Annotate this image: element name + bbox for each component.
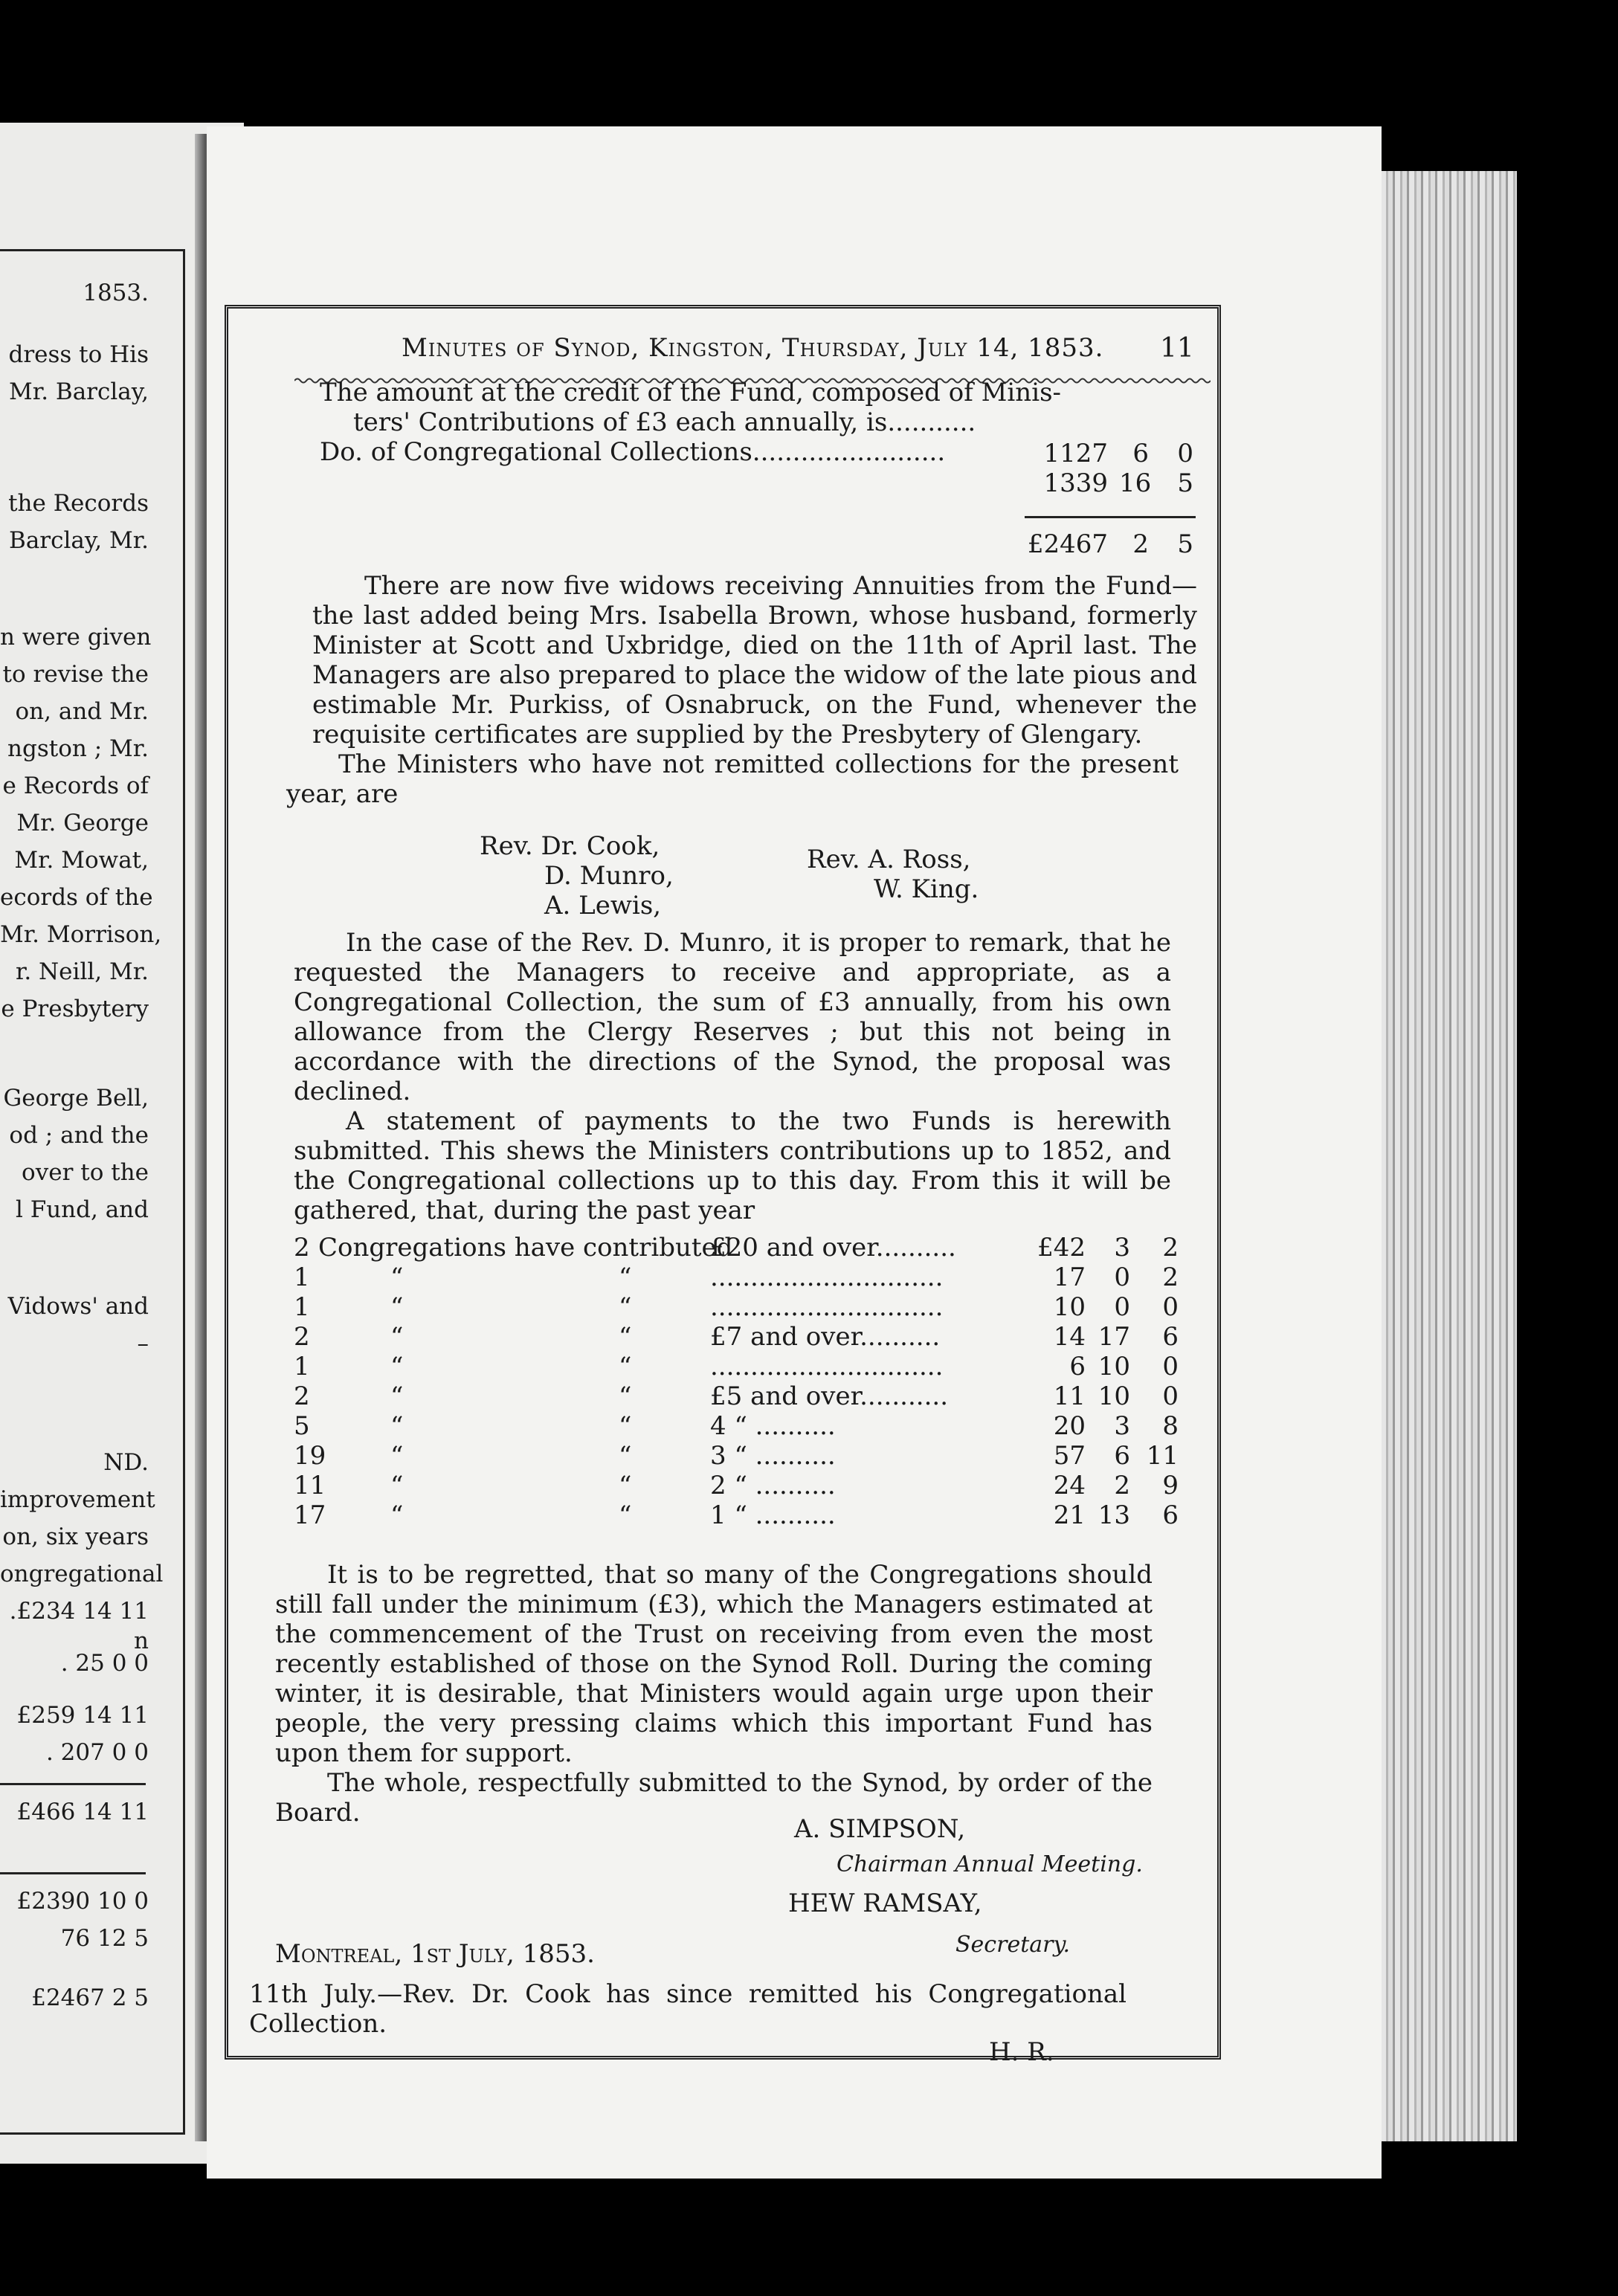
cong-ditto-2: “	[619, 1352, 632, 1381]
cong-amt-shillings: 6	[1114, 1441, 1130, 1471]
left-page-line: e Records of	[2, 773, 149, 799]
cong-count: 2	[294, 1381, 310, 1411]
left-page-line: £2390 10 0	[16, 1888, 149, 1915]
left-page-line: 1853.	[83, 280, 149, 306]
fund-amt1-pence: 0	[1177, 439, 1193, 468]
left-page-line: George Bell,	[3, 1085, 149, 1112]
cong-rate: £7 and over..........	[710, 1322, 941, 1352]
cong-amt-shillings: 3	[1114, 1411, 1130, 1441]
cong-rate: £5 and over...........	[710, 1381, 949, 1411]
fund-amt1-shillings: 6	[1132, 439, 1149, 468]
cong-count: 17	[294, 1500, 326, 1530]
postscript-initials: H. R.	[989, 2037, 1054, 2067]
cong-amt-shillings: 10	[1098, 1352, 1130, 1381]
cong-ditto-1: “	[390, 1411, 404, 1441]
cong-ditto-1: “	[390, 1322, 404, 1352]
left-page-sum-rule	[0, 1872, 146, 1874]
munro-paragraph	[294, 928, 1171, 1106]
left-page-line: Vidows' and	[7, 1293, 149, 1320]
minister-left-1: Rev. Dr. Cook,	[480, 831, 660, 861]
postscript-text: 11th July.—Rev. Dr. Cook has since remitted his Congregational Collection.	[249, 1979, 1127, 2039]
cong-ditto-2: “	[619, 1292, 632, 1322]
signature-ramsay: HEW RAMSAY,	[788, 1889, 982, 1918]
left-page-line: ongregational	[0, 1561, 164, 1587]
fund-amt2-shillings: 16	[1119, 468, 1152, 498]
submission-paragraph	[275, 1768, 1153, 1828]
left-page-line: .£234 14 11	[9, 1598, 149, 1625]
cong-amt-shillings: 0	[1114, 1292, 1130, 1322]
ministers-paragraph	[286, 749, 1179, 809]
cong-ditto-2: “	[619, 1441, 632, 1471]
minister-right-1: Rev. A. Ross,	[807, 845, 971, 874]
cong-amt-pounds: 10	[1053, 1292, 1086, 1322]
statement-paragraph	[294, 1106, 1171, 1225]
cong-amt-pence: 9	[1162, 1471, 1179, 1500]
cong-count: 5	[294, 1411, 310, 1441]
cong-ditto-2: “	[619, 1411, 632, 1441]
cong-amt-pounds: 24	[1053, 1471, 1086, 1500]
left-page-line: on, six years	[2, 1523, 149, 1550]
left-page-line: the Records	[8, 490, 149, 517]
submission-text: The whole, respectfully submitted to the Synod, by order of the Board.	[275, 1768, 1153, 1828]
left-page-line: l Fund, and	[15, 1196, 149, 1223]
left-page-sum-rule	[0, 1783, 146, 1785]
cong-count: 1	[294, 1352, 310, 1381]
cong-ditto-2: “	[619, 1471, 632, 1500]
cong-amt-pounds: 11	[1053, 1381, 1086, 1411]
fund-total-pounds: £2467	[1027, 529, 1108, 559]
regret-text: It is to be regretted, that so many of the Congregations should still fall under the minimum (£3), which the Managers estimated at the commencement of the Trust on receiving from even the most recently established of those on the Synod Roll. During the coming winter, it is desirable, that Ministers would again urge upon their people, the very pressing claims which this important Fund has upon them for support.	[275, 1560, 1153, 1768]
cong-amt-pence: 11	[1146, 1441, 1179, 1471]
cong-amt-pounds: 6	[1069, 1352, 1086, 1381]
left-page-line: n	[134, 1628, 149, 1654]
left-page-line: Mr. Mowat,	[14, 847, 149, 874]
left-page-line: Barclay, Mr.	[9, 527, 149, 554]
header-title: Minutes of Synod, Kingston, Thursday, July 14, 1853.	[402, 333, 1104, 363]
fund-amt2-pence: 5	[1177, 468, 1193, 498]
left-page-line: Mr. Morrison,	[0, 921, 162, 948]
left-page-line: –	[137, 1330, 149, 1357]
cong-count: 1	[294, 1263, 310, 1292]
cong-amt-pence: 6	[1162, 1322, 1179, 1352]
cong-count: 2	[294, 1322, 310, 1352]
left-page-line: £2467 2 5	[31, 1984, 149, 2011]
cong-ditto-1: “	[390, 1500, 404, 1530]
signature-simpson-title: Chairman Annual Meeting.	[837, 1851, 1143, 1877]
cong-rate: .............................	[710, 1263, 944, 1292]
cong-ditto-2: “	[619, 1381, 632, 1411]
cong-ditto-1: “	[390, 1471, 404, 1500]
cong-amt-pounds: 20	[1053, 1411, 1086, 1441]
fund-amt2-pounds: 1339	[1043, 468, 1108, 498]
left-page-line: Mr. George	[16, 810, 149, 836]
left-page-line: ND.	[103, 1449, 149, 1476]
left-page-line: dress to His	[8, 341, 149, 368]
place-date: Montreal, 1st July, 1853.	[275, 1939, 595, 1969]
fund-line-2: ters' Contributions of £3 each annually, is...........	[353, 407, 976, 437]
cong-count: 11	[294, 1471, 326, 1500]
cong-amt-shillings: 13	[1098, 1500, 1130, 1530]
left-page-line: 76 12 5	[60, 1925, 149, 1952]
cong-count: 2	[294, 1233, 310, 1263]
fund-line-1: The amount at the credit of the Fund, composed of Minis-	[320, 378, 1062, 407]
fund-total-pence: 5	[1177, 529, 1193, 559]
cong-amt-pounds: 57	[1053, 1441, 1086, 1471]
fund-sum-rule	[1025, 516, 1196, 518]
cong-rate: 2 “ ..........	[710, 1471, 836, 1500]
cong-rate: 4 “ ..........	[710, 1411, 836, 1441]
cong-amt-shillings: 10	[1098, 1381, 1130, 1411]
cong-amt-pence: 6	[1162, 1500, 1179, 1530]
left-page-line: . 25 0 0	[60, 1650, 149, 1677]
cong-rate: 1 “ ..........	[710, 1500, 836, 1530]
minister-left-2: D. Munro,	[544, 861, 674, 891]
left-page-line: Mr. Barclay,	[9, 378, 149, 405]
left-page-line: over to the	[22, 1159, 149, 1186]
left-page-line: r. Neill, Mr.	[15, 958, 149, 985]
widows-text: There are now five widows receiving Annuities from the Fund—the last added being Mrs. Isabella Brown, whose husband, formerly Minister at Scott and Uxbridge, died on the 11th of April last. The Managers are also prepared to place the widow of the late pious and estimable Mr. Purkiss, of Osnabruck, on the Fund, whenever the requisite certificates are supplied by the Presbytery of Glengary.	[312, 571, 1197, 749]
cong-amt-pence: 0	[1162, 1381, 1179, 1411]
cong-ditto-2: “	[619, 1263, 632, 1292]
left-page-line: £466 14 11	[16, 1799, 149, 1825]
cong-count: 1	[294, 1292, 310, 1322]
cong-amt-pence: 2	[1162, 1233, 1179, 1263]
cong-amt-shillings: 3	[1114, 1233, 1130, 1263]
cong-amt-pence: 0	[1162, 1352, 1179, 1381]
left-page-line: . 207 0 0	[45, 1739, 149, 1766]
cong-ditto-2: “	[619, 1500, 632, 1530]
fund-amt1-pounds: 1127	[1043, 439, 1108, 468]
cong-desc: Congregations have contributed	[318, 1233, 733, 1263]
left-page-line: £259 14 11	[16, 1702, 149, 1729]
cong-amt-shillings: 17	[1098, 1322, 1130, 1352]
cong-rate: 3 “ ..........	[710, 1441, 836, 1471]
cong-ditto-1: “	[390, 1292, 404, 1322]
left-page-line: od ; and the	[9, 1122, 149, 1149]
cong-amt-pounds: £42	[1037, 1233, 1086, 1263]
fund-total-shillings: 2	[1132, 529, 1149, 559]
cong-amt-pounds: 21	[1053, 1500, 1086, 1530]
cong-rate: .............................	[710, 1292, 944, 1322]
page-header	[402, 333, 1103, 363]
signature-ramsay-title: Secretary.	[955, 1932, 1070, 1958]
cong-amt-pence: 8	[1162, 1411, 1179, 1441]
left-page-line: n were given	[0, 624, 152, 651]
cong-ditto-1: “	[390, 1441, 404, 1471]
minister-left-3: A. Lewis,	[544, 891, 662, 920]
left-page-line: improvement	[0, 1486, 155, 1513]
signature-simpson: A. SIMPSON,	[794, 1814, 966, 1844]
cong-rate: £20 and over..........	[710, 1233, 956, 1263]
cong-amt-pence: 2	[1162, 1263, 1179, 1292]
left-page-line: ecords of the	[0, 884, 153, 911]
postscript	[249, 1979, 1127, 2039]
left-page-line: on, and Mr.	[15, 698, 149, 725]
munro-text: In the case of the Rev. D. Munro, it is proper to remark, that he requested the Managers to receive and appropriate, as a Congregational Collection, the sum of £3 annually, from his own allowance from the Clergy Reserves ; but this not being in accordance with the directions of the Synod, the proposal was declined.	[294, 928, 1171, 1106]
fund-line-3: Do. of Congregational Collections........................	[320, 437, 946, 467]
cong-amt-shillings: 0	[1114, 1263, 1130, 1292]
minister-right-2: W. King.	[874, 874, 979, 904]
cong-rate: .............................	[710, 1352, 944, 1381]
widows-paragraph	[312, 571, 1197, 749]
cong-amt-pounds: 17	[1053, 1263, 1086, 1292]
cong-ditto-1: “	[390, 1381, 404, 1411]
ministers-text: The Ministers who have not remitted collections for the present year, are	[286, 749, 1179, 809]
cong-amt-pence: 0	[1162, 1292, 1179, 1322]
regret-paragraph	[275, 1560, 1153, 1768]
cong-amt-pounds: 14	[1053, 1322, 1086, 1352]
statement-text: A statement of payments to the two Funds is herewith submitted. This shews the Ministers contributions up to 1852, and the Congregational collections up to this day. From this it will be gathered, that, during the past year	[294, 1106, 1171, 1225]
left-page-line: to revise the	[2, 661, 149, 688]
cong-ditto-1: “	[390, 1352, 404, 1381]
cong-count: 19	[294, 1441, 326, 1471]
cong-ditto-2: “	[619, 1322, 632, 1352]
cong-amt-shillings: 2	[1114, 1471, 1130, 1500]
cong-ditto-1: “	[390, 1263, 404, 1292]
left-page-line: e Presbytery	[1, 996, 149, 1022]
page-number: 11	[1160, 333, 1194, 364]
left-page-line: ngston ; Mr.	[7, 735, 149, 762]
